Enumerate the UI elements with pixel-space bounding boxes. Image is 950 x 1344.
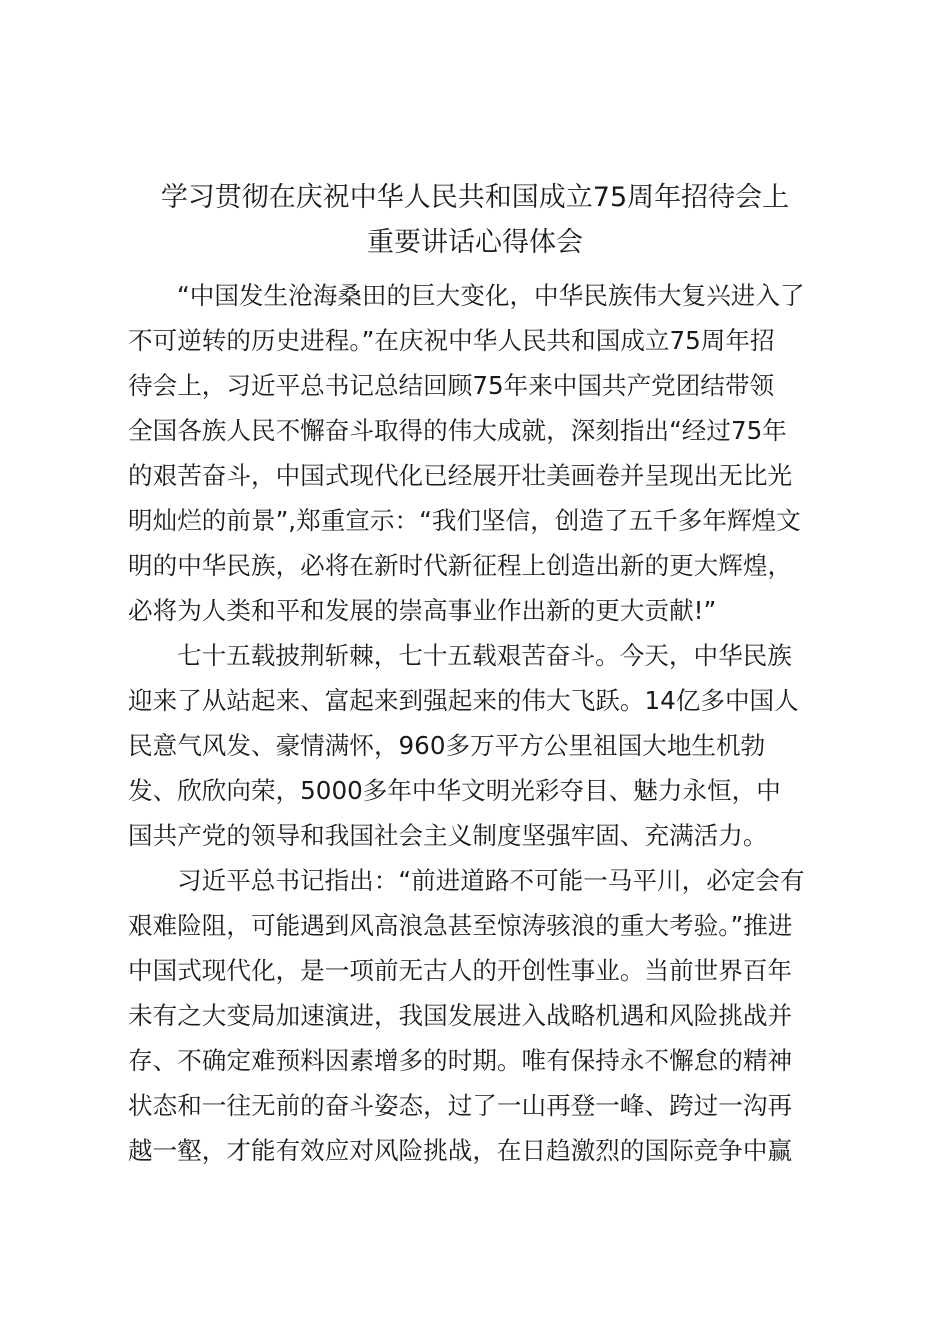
paragraph-line: 迎来了从站起来、富起来到强起来的伟大飞跃。14亿多中国人 xyxy=(128,686,799,715)
paragraph-line: 未有之大变局加速演进，我国发展进入战略机遇和风险挑战并 xyxy=(128,1001,793,1030)
paragraph-line: 明灿烂的前景”,郑重宣示：“我们坚信，创造了五千多年辉煌文 xyxy=(128,506,801,535)
paragraph-line: 艰难险阻，可能遇到风高浪急甚至惊涛骇浪的重大考验。”推进 xyxy=(128,911,793,940)
paragraph-line: 存、不确定难预料因素增多的时期。唯有保持永不懈怠的精神 xyxy=(128,1046,793,1075)
document-body xyxy=(128,273,831,1173)
paragraph-line: 不可逆转的历史进程。”在庆祝中华人民共和国成立75周年招 xyxy=(128,326,775,355)
paragraph-3 xyxy=(128,858,831,1173)
paragraph-line: 国共产党的领导和我国社会主义制度坚强牢固、充满活力。 xyxy=(128,821,768,850)
paragraph-line: “中国发生沧海桑田的巨大变化，中华民族伟大复兴进入了 xyxy=(177,281,805,310)
paragraph-line: 习近平总书记指出：“前进道路不可能一马平川，必定会有 xyxy=(177,866,805,895)
title-line-1: 学习贯彻在庆祝中华人民共和国成立75周年招待会上 xyxy=(160,182,790,213)
paragraph-line: 越一壑，才能有效应对风险挑战，在日趋激烈的国际竞争中赢 xyxy=(128,1136,793,1165)
document-title xyxy=(110,172,840,262)
paragraph-2 xyxy=(128,633,831,858)
paragraph-line: 待会上，习近平总书记总结回顾75年来中国共产党团结带领 xyxy=(128,371,775,400)
paragraph-1 xyxy=(128,273,831,633)
title-line-2: 重要讲话心得体会 xyxy=(367,227,583,258)
paragraph-line: 必将为人类和平和发展的崇高事业作出新的更大贡献!” xyxy=(128,596,717,625)
paragraph-line: 发、欣欣向荣，5000多年中华文明光彩夺目、魅力永恒，中 xyxy=(128,776,781,805)
paragraph-line: 七十五载披荆斩棘，七十五载艰苦奋斗。今天，中华民族 xyxy=(177,641,792,670)
paragraph-line: 民意气风发、豪情满怀，960多万平方公里祖国大地生机勃 xyxy=(128,731,766,760)
paragraph-line: 的艰苦奋斗，中国式现代化已经展开壮美画卷并呈现出无比光 xyxy=(128,461,793,490)
paragraph-line: 状态和一往无前的奋斗姿态，过了一山再登一峰、跨过一沟再 xyxy=(128,1091,793,1120)
paragraph-line: 中国式现代化，是一项前无古人的开创性事业。当前世界百年 xyxy=(128,956,793,985)
paragraph-line: 全国各族人民不懈奋斗取得的伟大成就，深刻指出“经过75年 xyxy=(128,416,787,445)
paragraph-line: 明的中华民族，必将在新时代新征程上创造出新的更大辉煌， xyxy=(128,551,793,580)
